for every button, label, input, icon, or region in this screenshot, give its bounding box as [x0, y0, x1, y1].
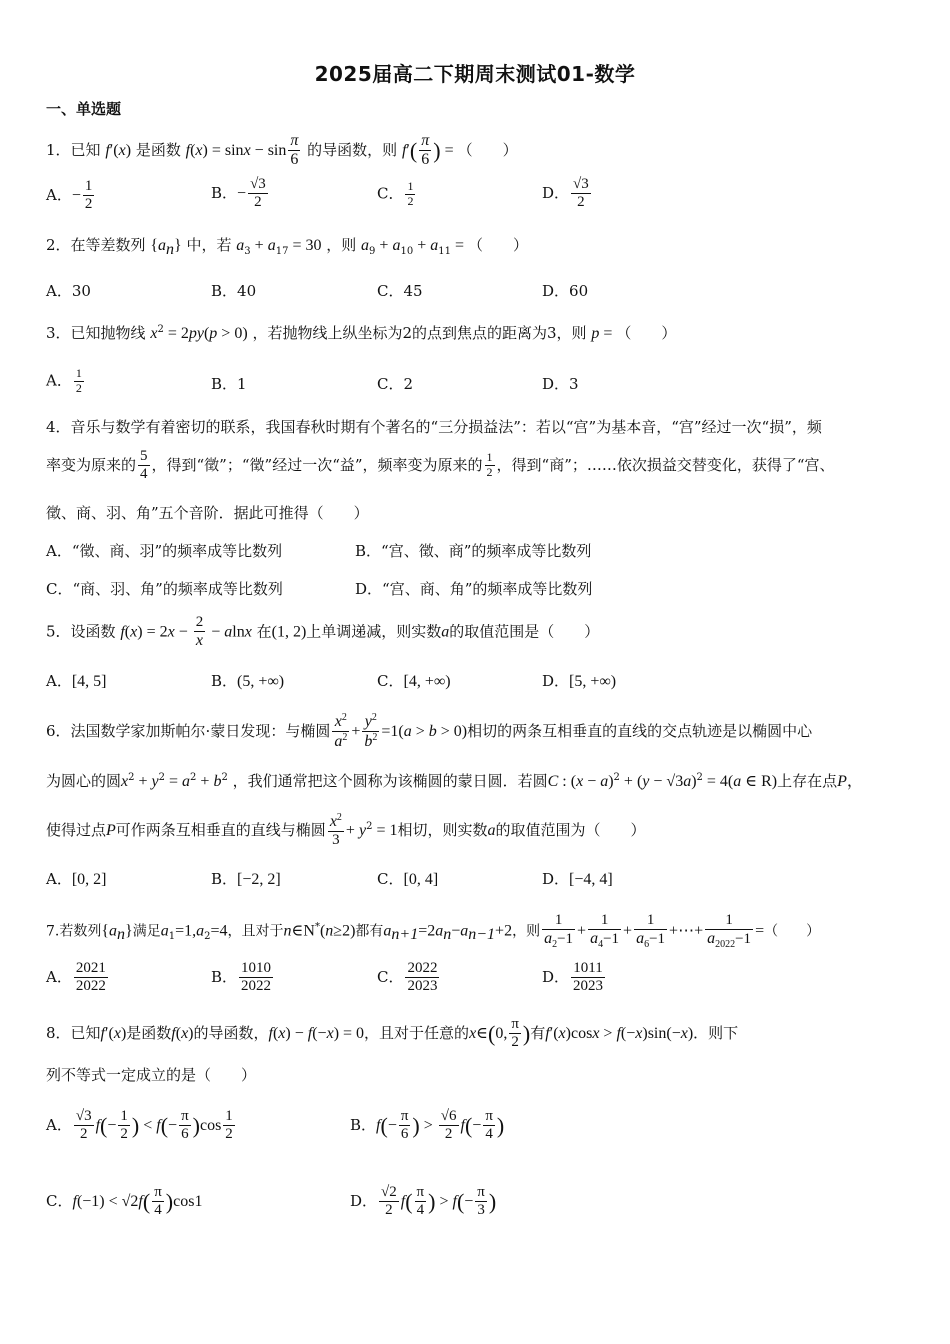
q5-option-c[interactable]: C．[4, +∞) — [377, 672, 451, 690]
question-6-line-1: 6．法国数学家加斯帕尔·蒙日发现：与椭圆 $\frac{x^2}{a^2}$ + $\frac{y^2}{b^2}$ =1(a > b > 0)相切的两条互相垂直的直线的交点轨迹是以椭圆中心 — [46, 712, 813, 751]
q3-option-a[interactable]: A． $\frac{1}{2}$ — [46, 366, 82, 395]
question-4-line-1: 4．音乐与数学有着密切的联系，我国春秋时期有个著名的“三分损益法”：若以“宫”为基本音，“宫”经过一次“损”，频 — [46, 418, 822, 436]
q2-option-b[interactable]: B．40 — [211, 282, 257, 300]
q8-option-b[interactable]: B．f(− $\frac{\pi}{6}$ ) > $\frac{√6}{2}$ f(− $\frac{\pi}{4}$ ) — [350, 1108, 505, 1143]
q7-option-b[interactable]: B． $\frac{1010}{2022}$ — [211, 960, 272, 995]
page-title: 2025届高二下期周末测试01-数学 — [314, 62, 636, 86]
question-4-line-2: 率变为原来的 $\frac{5}{4}$ ，得到“徵”；“徵”经过一次“益”，频率变为原来的 $\frac{1}{2}$ ，得到“商”；……依次损益交替变化，获得了“宫、 — [46, 448, 835, 483]
q5-option-a[interactable]: A．[4, 5] — [46, 672, 107, 690]
question-7: 7.若数列$\{a_n\}$满足$a_1=1,a_2=4$，且对于n∈N*(n≥2)都有$a_{n+1}=2a_n-a_{n-1}+2$，则 $\frac{1}{a_2-1}$ + $\frac{1}{a_4-1}$ + $\frac{1}{a_6-1}$ +⋯+ $\frac{1}{a_{2022}-1}$ =（ ） — [46, 912, 821, 951]
q8-option-a[interactable]: A． $\frac{√3}{2}$ f(− $\frac{1}{2}$ ) < f(− $\frac{\pi}{6}$ )cos $\frac{1}{2}$ — [46, 1108, 233, 1143]
q2-option-d[interactable]: D．60 — [542, 282, 589, 300]
q4-option-c[interactable]: C．“商、羽、角”的频率成等比数列 — [46, 580, 283, 598]
q2-option-a[interactable]: A．30 — [46, 282, 91, 300]
q8-option-d[interactable]: D． $\frac{√2}{2}$ f( $\frac{\pi}{4}$ ) > f(− $\frac{\pi}{3}$ ) — [350, 1184, 497, 1219]
question-4-line-3: 徵、商、羽、角”五个音阶．据此可推得（ ） — [46, 504, 369, 522]
question-2: 2．在等差数列 $\{a_n\}$ 中，若 $a_3 + a_{17} = 30$ ，则 $a_9 + a_{10} + a_{11}$ = （ ） — [46, 236, 528, 258]
question-3: 3．已知抛物线 $x^2 = 2py(p > 0)$ ，若抛物线上纵坐标为2的点到焦点的距离为3，则 p = （ ） — [46, 324, 677, 342]
q7-option-a[interactable]: A． $\frac{2021}{2022}$ — [46, 960, 106, 995]
question-8-line-2: 列不等式一定成立的是（ ） — [46, 1066, 257, 1084]
q6-option-a[interactable]: A．[0, 2] — [46, 870, 107, 888]
q6-option-c[interactable]: C．[0, 4] — [377, 870, 439, 888]
question-6-line-3: 使得过点P可作两条互相垂直的直线与椭圆 $\frac{x^2}{3}$ + $y^2 = 1$相切，则实数a的取值范围为（ ） — [46, 812, 646, 849]
q5-option-b[interactable]: B．(5, +∞) — [211, 672, 285, 690]
q4-option-a[interactable]: A．“徵、商、羽”的频率成等比数列 — [46, 542, 283, 560]
q3-option-b[interactable]: B．1 — [211, 375, 247, 393]
q7-option-c[interactable]: C． $\frac{2022}{2023}$ — [377, 960, 438, 995]
question-8-line-1: 8．已知f′(x)是函数f(x)的导函数，f(x) − f(−x) = 0，且对于任意的x∈(0, $\frac{\pi}{2}$ )有f′(x)cosx > f(−x)sin(−x)．则下 — [46, 1016, 739, 1051]
section-heading: 一、单选题 — [46, 100, 122, 118]
q7-option-d[interactable]: D． $\frac{1011}{2023}$ — [542, 960, 604, 995]
q3-option-c[interactable]: C．2 — [377, 375, 414, 393]
q6-option-d[interactable]: D．[−4, 4] — [542, 870, 613, 888]
q1-option-a[interactable]: A．− $\frac{1}{2}$ — [46, 178, 93, 213]
q2-option-c[interactable]: C．45 — [377, 282, 423, 300]
q4-option-d[interactable]: D．“宫、商、角”的频率成等比数列 — [355, 580, 593, 598]
question-6-line-2: 为圆心的圆$x^2 + y^2 = a^2 + b^2$ ，我们通常把这个圆称为该椭圆的蒙日圆．若圆C : $(x - a)^2 + (y - √3a)^2 = 4(a$ ∈ R)上存在点P， — [46, 772, 863, 790]
q1-option-c[interactable]: C． $\frac{1}{2}$ — [377, 179, 414, 208]
question-1: 1．已知 f′(x) 是函数 f(x) = sinx − sin $\frac{\pi}{6}$ 的导函数，则 f′( $\frac{\pi}{6}$ ) = （ ） — [46, 132, 518, 169]
q5-option-d[interactable]: D．[5, +∞) — [542, 672, 617, 690]
question-5: 5．设函数 f(x) = 2x − $\frac{2}{x}$ − alnx 在(1, 2)上单调递减，则实数a的取值范围是（ ） — [46, 614, 600, 650]
q1-option-b[interactable]: B．− $\frac{√3}{2}$ — [211, 176, 266, 211]
q8-option-c[interactable]: C．f(−1) < √2f( $\frac{\pi}{4}$ )cos1 — [46, 1184, 203, 1219]
q1-option-d[interactable]: D． $\frac{√3}{2}$ — [542, 176, 589, 211]
q6-option-b[interactable]: B．[−2, 2] — [211, 870, 281, 888]
q4-option-b[interactable]: B．“宫、徵、商”的频率成等比数列 — [355, 542, 592, 560]
q3-option-d[interactable]: D．3 — [542, 375, 579, 393]
